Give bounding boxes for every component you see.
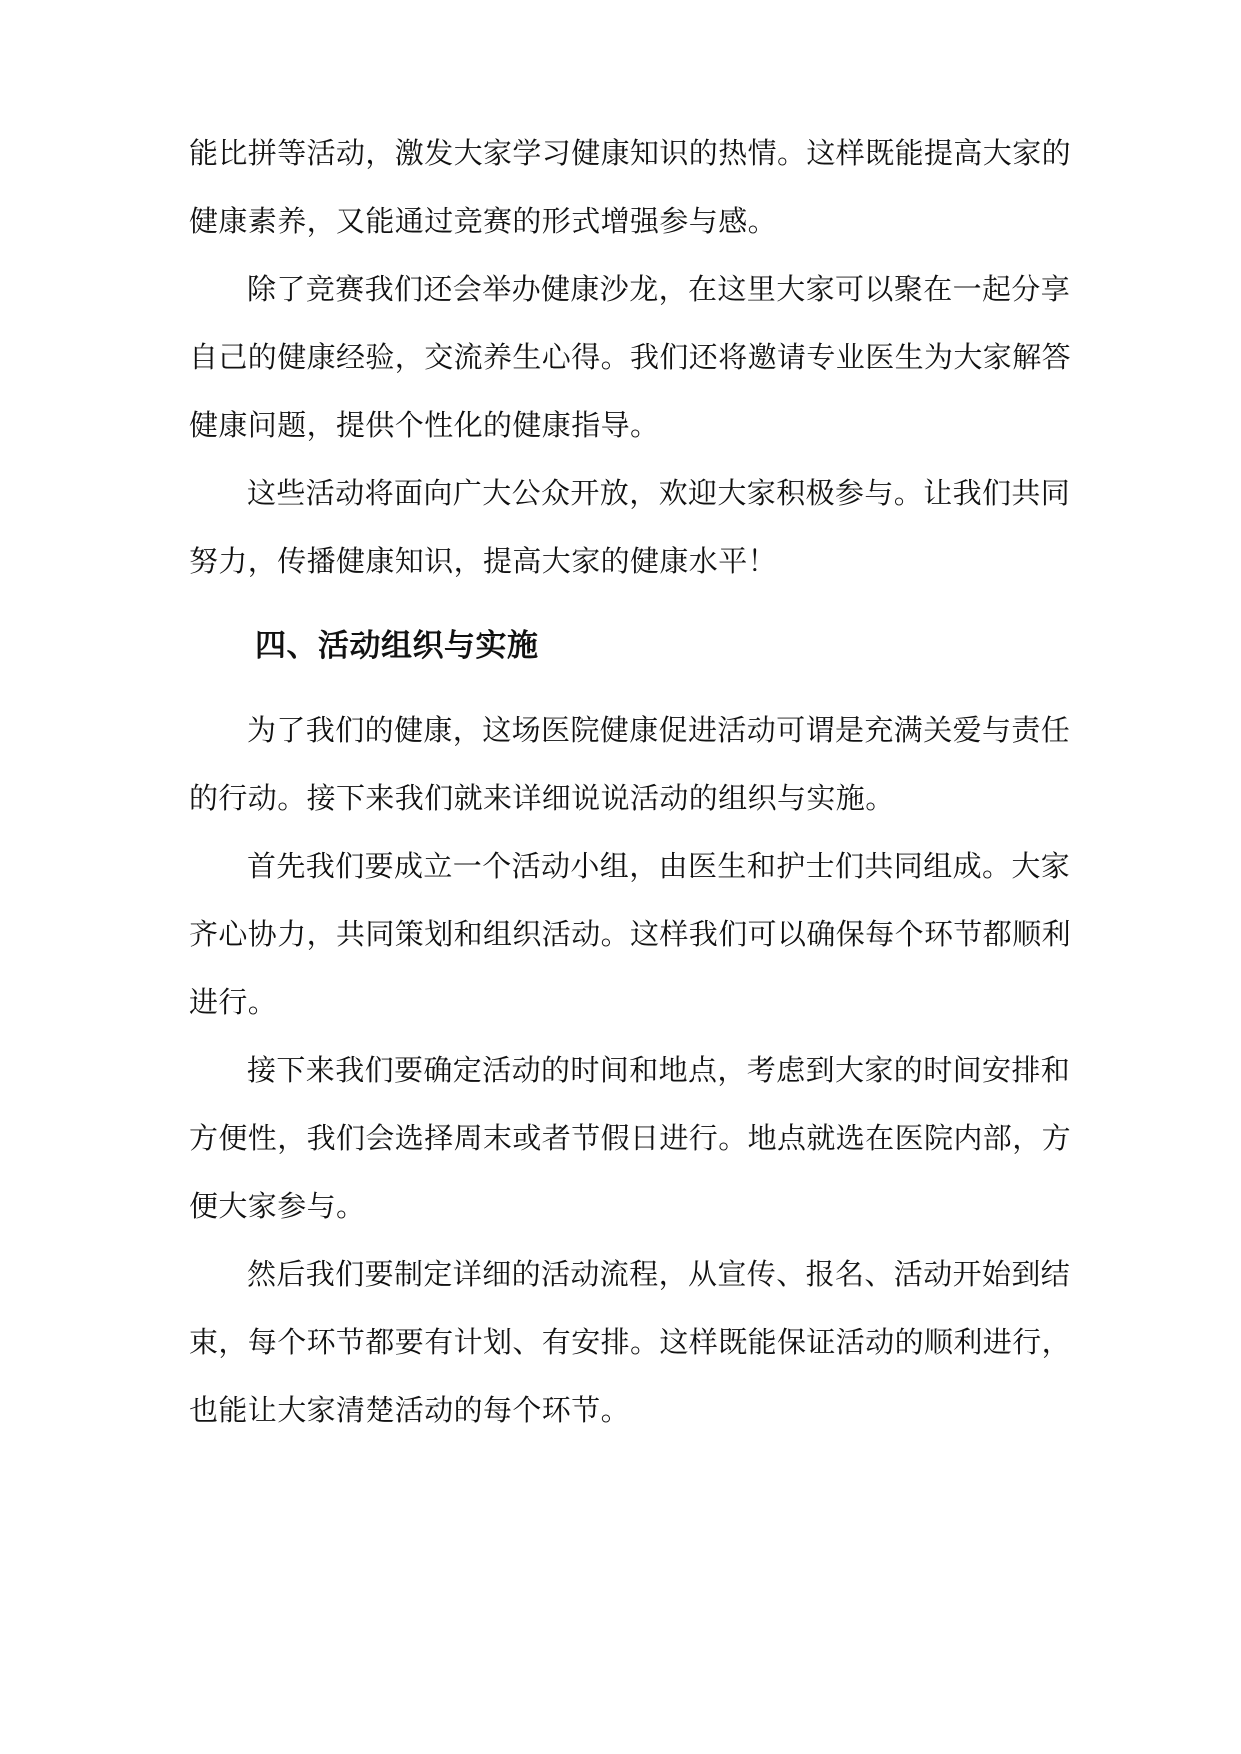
paragraph-line: 为了我们的健康，这场医院健康促进活动可谓是充满关爱与责任 [247, 713, 1071, 747]
paragraph-line: 也能让大家清楚活动的每个环节。 [189, 1393, 631, 1427]
paragraph-line: 这些活动将面向广大公众开放，欢迎大家积极参与。让我们共同 [247, 476, 1071, 510]
paragraph-line: 束，每个环节都要有计划、有安排。这样既能保证活动的顺利进行， [189, 1325, 1072, 1359]
paragraph-line: 接下来我们要确定活动的时间和地点，考虑到大家的时间安排和 [247, 1053, 1071, 1087]
paragraph-line: 健康问题，提供个性化的健康指导。 [189, 408, 660, 442]
paragraph-line: 健康素养，又能通过竞赛的形式增强参与感。 [189, 204, 778, 238]
paragraph-line: 自己的健康经验，交流养生心得。我们还将邀请专业医生为大家解答 [189, 340, 1072, 374]
paragraph-line: 努力，传播健康知识，提高大家的健康水平！ [189, 544, 778, 578]
paragraph-line: 除了竞赛我们还会举办健康沙龙，在这里大家可以聚在一起分享 [247, 272, 1071, 306]
paragraph-line: 便大家参与。 [189, 1189, 366, 1223]
paragraph-line: 然后我们要制定详细的活动流程，从宣传、报名、活动开始到结 [247, 1257, 1071, 1291]
paragraph-line: 进行。 [189, 985, 278, 1019]
paragraph-line: 能比拼等活动，激发大家学习健康知识的热情。这样既能提高大家的 [189, 136, 1072, 170]
paragraph-line: 首先我们要成立一个活动小组，由医生和护士们共同组成。大家 [247, 849, 1071, 883]
paragraph-line: 方便性，我们会选择周末或者节假日进行。地点就选在医院内部，方 [189, 1121, 1072, 1155]
paragraph-line: 齐心协力，共同策划和组织活动。这样我们可以确保每个环节都顺利 [189, 917, 1072, 951]
section-heading: 四、活动组织与实施 [255, 628, 539, 664]
paragraph-line: 的行动。接下来我们就来详细说说活动的组织与实施。 [189, 781, 895, 815]
